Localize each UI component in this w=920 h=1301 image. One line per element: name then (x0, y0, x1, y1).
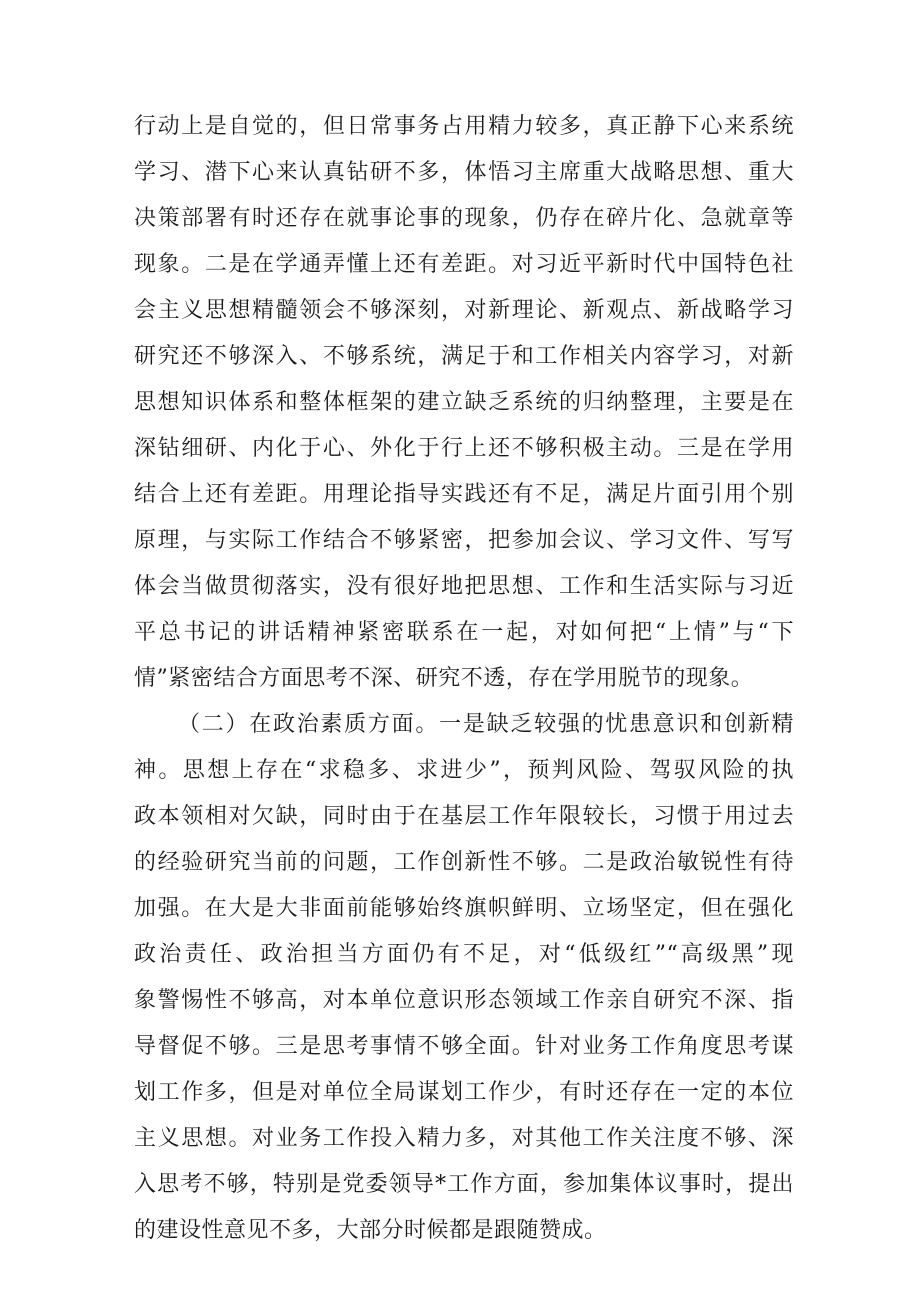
paragraph-line: 的经验研究当前的问题，工作创新性不够。二是政治敏锐性有待 (134, 850, 794, 875)
paragraph-line: 主义思想。对业务工作投入精力多，对其他工作关注度不够、深 (134, 1126, 794, 1151)
paragraph-line: 神。思想上存在“求稳多、求进少”，预判风险、驾驭风险的执 (134, 758, 794, 783)
paragraph-line: 原理，与实际工作结合不够紧密，把参加会议、学习文件、写写 (134, 528, 794, 553)
paragraph-line: 会主义思想精髓领会不够深刻，对新理论、新观点、新战略学习 (134, 298, 794, 323)
paragraph-line: 政治责任、政治担当方面仍有不足，对“低级红”“高级黑”现 (134, 942, 794, 967)
paragraph-line: 行动上是自觉的，但日常事务占用精力较多，真正静下心来系统 (134, 114, 794, 139)
paragraph-line: 情”紧密结合方面思考不深、研究不透，存在学用脱节的现象。 (134, 666, 754, 691)
paragraph-line: 入思考不够，特别是党委领导*工作方面，参加集体议事时，提出 (134, 1172, 794, 1197)
paragraph-line: 结合上还有差距。用理论指导实践还有不足，满足片面引用个别 (134, 482, 794, 507)
paragraph-line: 思想知识体系和整体框架的建立缺乏系统的归纳整理，主要是在 (134, 390, 794, 415)
document-body (134, 104, 794, 1254)
paragraph-line: 体会当做贯彻落实，没有很好地把思想、工作和生活实际与习近 (134, 574, 794, 599)
paragraph-line: 现象。二是在学通弄懂上还有差距。对习近平新时代中国特色社 (134, 252, 794, 277)
paragraph-line: 的建设性意见不多，大部分时候都是跟随赞成。 (134, 1218, 607, 1243)
paragraph-line: 决策部署有时还存在就事论事的现象，仍存在碎片化、急就章等 (134, 206, 794, 231)
paragraph-line: 平总书记的讲话精神紧密联系在一起，对如何把“上情”与“下 (134, 620, 794, 645)
paragraph-line: 学习、潜下心来认真钻研不多，体悟习主席重大战略思想、重大 (134, 160, 794, 185)
paragraph-line: 划工作多，但是对单位全局谋划工作少，有时还存在一定的本位 (134, 1080, 794, 1105)
paragraph-line: 象警惕性不够高，对本单位意识形态领域工作亲自研究不深、指 (134, 988, 794, 1013)
paragraph-line: 深钻细研、内化于心、外化于行上还不够积极主动。三是在学用 (134, 436, 794, 461)
paragraph-line: 导督促不够。三是思考事情不够全面。针对业务工作角度思考谋 (134, 1034, 794, 1059)
section-heading-line: （二）在政治素质方面。一是缺乏较强的忧患意识和创新精 (178, 712, 794, 737)
paragraph-line: 加强。在大是大非面前能够始终旗帜鲜明、立场坚定，但在强化 (134, 896, 794, 921)
paragraph-line: 政本领相对欠缺，同时由于在基层工作年限较长，习惯于用过去 (134, 804, 794, 829)
paragraph-line: 研究还不够深入、不够系统，满足于和工作相关内容学习，对新 (134, 344, 794, 369)
